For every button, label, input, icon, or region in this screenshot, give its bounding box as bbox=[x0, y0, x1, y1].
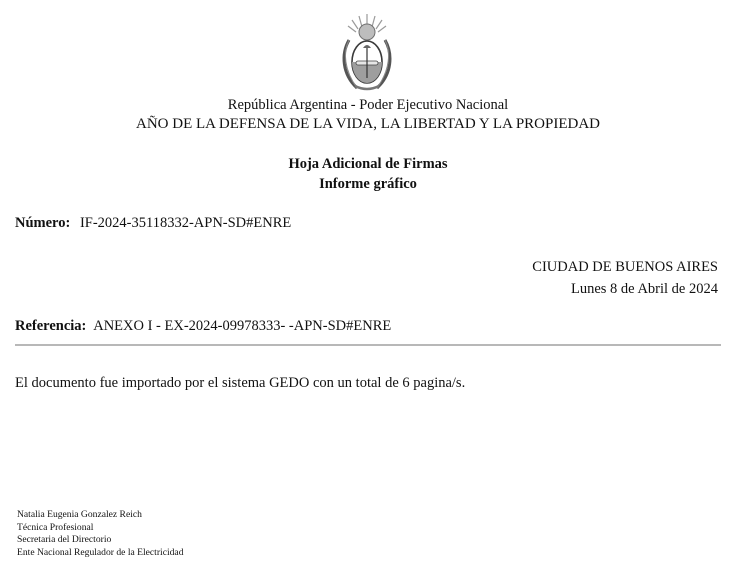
document-title: Hoja Adicional de Firmas bbox=[288, 156, 448, 172]
place-and-date bbox=[532, 256, 718, 300]
coat-of-arms-argentina-icon bbox=[339, 12, 395, 96]
header-republic-line: República Argentina - Poder Ejecutivo Nacional bbox=[227, 97, 509, 113]
referencia-label: Referencia: bbox=[15, 318, 87, 334]
date: Lunes 8 de Abril de 2024 bbox=[571, 281, 718, 297]
numero-row bbox=[15, 214, 291, 232]
document-subtitle: Informe gráfico bbox=[319, 176, 417, 192]
city: CIUDAD DE BUENOS AIRES bbox=[532, 259, 718, 275]
divider bbox=[15, 344, 721, 346]
signer-office: Secretaria del Directorio bbox=[17, 534, 112, 546]
referencia-row bbox=[15, 317, 391, 335]
signer-role: Técnica Profesional bbox=[17, 521, 94, 533]
header-year-motto: AÑO DE LA DEFENSA DE LA VIDA, LA LIBERTAD Y LA PROPIEDAD bbox=[135, 116, 600, 132]
numero-label: Número: bbox=[15, 215, 71, 231]
numero-value: IF-2024-35118332-APN-SD#ENRE bbox=[79, 215, 292, 231]
referencia-value: ANEXO I - EX-2024-09978333- -APN-SD#ENRE bbox=[93, 318, 392, 334]
signer-name: Natalia Eugenia Gonzalez Reich bbox=[17, 509, 142, 520]
signature-block bbox=[17, 509, 184, 559]
body-text: El documento fue importado por el sistema GEDO con un total de 6 pagina/s. bbox=[15, 375, 466, 391]
signer-entity: Ente Nacional Regulador de la Electricidad bbox=[17, 546, 184, 558]
